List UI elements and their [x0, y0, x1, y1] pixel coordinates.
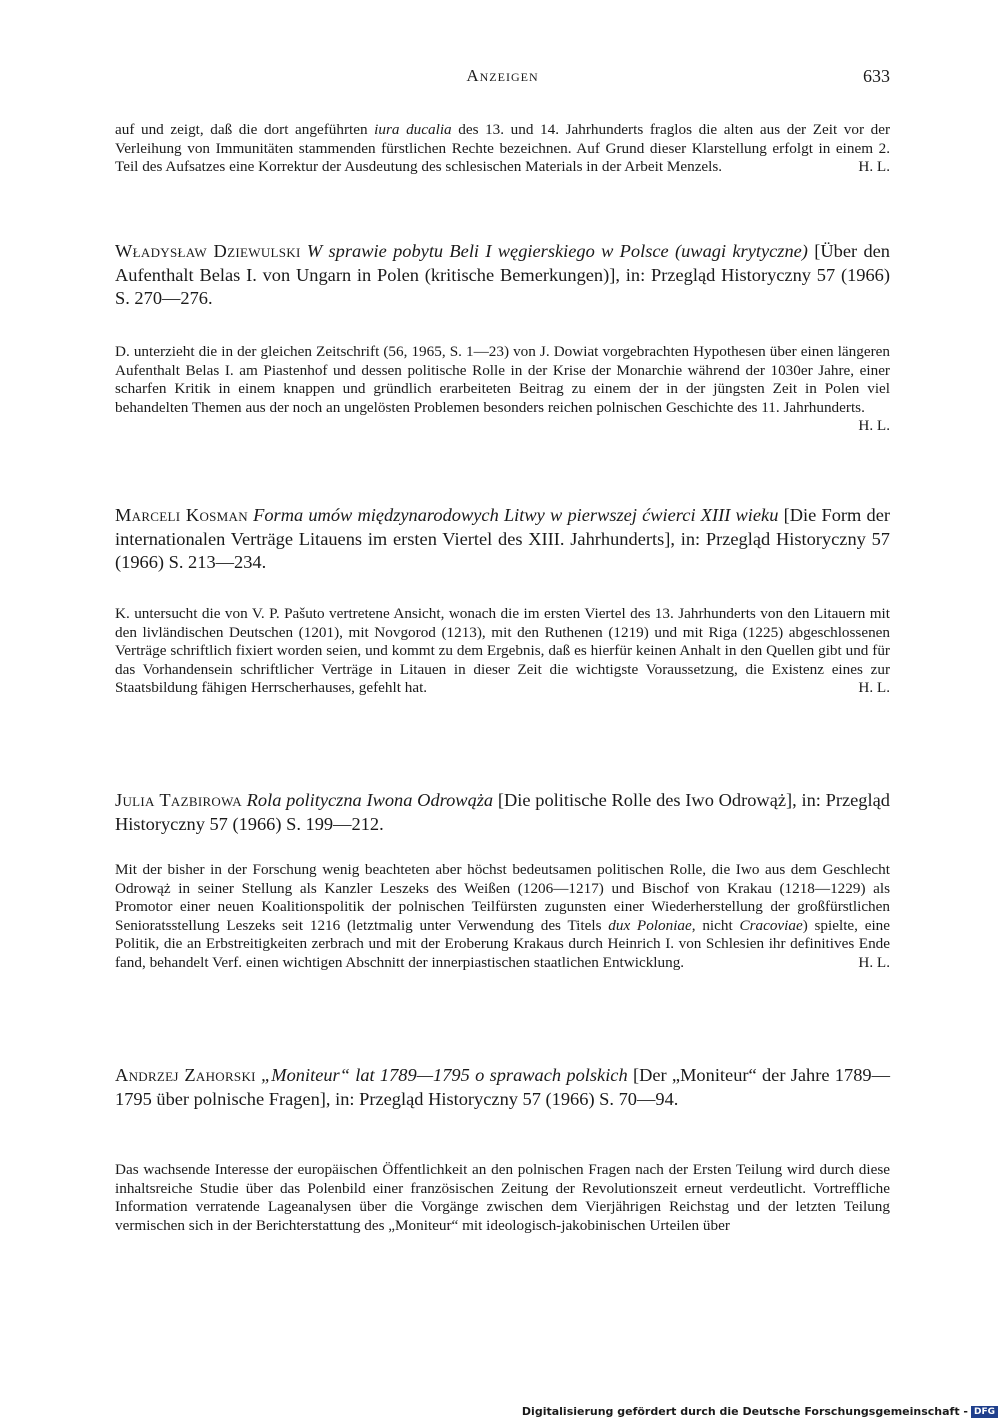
author-name: Władysław Dziewulski	[115, 241, 301, 261]
work-title: Forma umów międzynarodowych Litwy w pierwszej ćwierci XIII wieku	[253, 505, 779, 525]
work-title: W sprawie pobytu Beli I węgierskiego w Polsce (uwagi krytyczne)	[306, 241, 808, 261]
citation	[115, 789, 890, 836]
citation-details: [Der „Moniteur“ der Jahre 1789—1795 über polnische Fragen], in: Przegląd Historyczny 57 (1966) S. 70—94.	[115, 1065, 890, 1109]
review-text-part: des 13. und 14. Jahrhunderts fraglos die alten aus der Zeit vor der Verleihung von Immunitäten stammenden fürstlichen Rechte bezeichnen. Auf Grund dieser Klarstellung erfolgt in einem 2. Teil des Aufsatzes eine Korrektur der Ausdeutung des schlesischen Materials in der Arbeit Menzels.	[115, 121, 891, 176]
footer-text: Digitalisierung gefördert durch die Deutsche Forschungsgemeinschaft -	[521, 1405, 968, 1418]
review-italic-term: Cracoviae	[739, 916, 803, 934]
review-paragraph	[115, 861, 890, 973]
review-text-part: , nicht	[691, 916, 740, 934]
review-paragraph	[115, 1161, 890, 1235]
review-italic-term: iura ducalia	[374, 121, 452, 138]
review-italic-term: dux Poloniae	[608, 916, 692, 934]
reviewer-initials: H. L.	[858, 158, 890, 176]
work-title: „Moniteur“ lat 1789—1795 o sprawach polskich	[261, 1065, 628, 1085]
review-paragraph	[115, 605, 890, 698]
review-text: K. untersucht die von V. P. Pašuto vertretene Ansicht, wonach die im ersten Viertel des 13. Jahrhunderts von den Litauern mit den livländischen Deutschen (1201), mit Novgorod (1213), mit den Ruthenen (1219) und mit Riga (1225) abgeschlossenen Verträge schriftlich fixiert worden seien, und kommt zu dem Ergebnis, daß es hierfür keinen Anhalt in den Quellen gibt und für das Vorhandensein schriftlicher Verträge in Litauen in dieser Zeit die wichtigste Voraussetzung, die Existenz eines zur Staatsbildung fähigen Herrscherhauses, gefehlt hat.	[115, 605, 890, 697]
author-name: Andrzej Zahorski	[115, 1065, 256, 1085]
reviewer-initials: H. L.	[858, 417, 890, 435]
author-name: Julia Tazbirowa	[115, 790, 242, 810]
citation	[115, 1064, 890, 1111]
author-name: Marceli Kosman	[115, 505, 248, 525]
reviewer-initials: H. L.	[858, 953, 890, 971]
running-head	[115, 66, 890, 90]
review-text: D. unterzieht die in der gleichen Zeitschrift (56, 1965, S. 1—23) von J. Dowiat vorgebrachten Hypothesen über einen längeren Aufenthalt Belas I. am Piastenhof und dessen politische Rolle in der Krise der Monarchie während der 1030er Jahre, einer scharfen Kritik in einem knappen und gründlich erarbeiteten Beitrag zu einem der in der jüngsten Zeit in Polen viel behandelten Themen aus der noch an ungelösten Problemen besonders reichen polnischen Geschichte des 11. Jahrhunderts.	[115, 343, 890, 416]
review-paragraph	[115, 343, 890, 436]
review-continuation	[115, 121, 890, 177]
work-title: Rola polityczna Iwona Odrowąża	[246, 790, 494, 810]
page-number: 633	[863, 66, 890, 86]
citation-details: [Die Form der internationalen Verträge Litauens im ersten Viertel des XIII. Jahrhunderts], in: Przegląd Historyczny 57 (1966) S. 213—234.	[115, 505, 890, 572]
citation	[115, 240, 890, 311]
reviewer-initials: H. L.	[858, 679, 890, 697]
citation-details: [Über den Aufenthalt Belas I. von Ungarn in Polen (kritische Bemerkungen)], in: Przegląd Historyczny 57 (1966) S. 270—276.	[115, 241, 890, 308]
citation-details: [Die politische Rolle des Iwo Odrowąż], in: Przegląd Historyczny 57 (1966) S. 199—212.	[115, 790, 890, 834]
review-text-part: ) spielte, eine Politik, die an Erbstreitigkeiten zerbrach und mit der Eroberung Krakaus durch Heinrich I. von Schlesien ihr definitives Ende fand, behandelt Verf. einen wichtigen Abschnitt der innerpiastischen staatlichen Entwicklung.	[115, 916, 890, 971]
citation	[115, 504, 890, 575]
running-title: Anzeigen	[466, 66, 539, 85]
review-text-part: auf und zeigt, daß die dort angeführten	[115, 121, 375, 138]
review-text: Das wachsende Interesse der europäischen Öffentlichkeit an den polnischen Fragen nach der Ersten Teilung wird durch diese inhaltsreiche Studie über das Polenbild einer französischen Zeitung der Revolutionszeit erneut verdeutlicht. Vortreffliche Information verratende Lageanalysen über die Vorgänge zwischen dem Vierjährigen Reichstag und der letzten Teilung vermischen sich in der Berichterstattung des „Moniteur“ mit ideologisch-jakobinischen Urteilen über	[115, 1161, 890, 1234]
digitization-footer	[518, 1403, 1000, 1423]
review-text-part: Mit der bisher in der Forschung wenig beachteten aber höchst bedeutsamen politischen Rolle, die Iwo aus dem Geschlecht Odrowąż in seiner Stellung als Kanzler Leszeks des Weißen (1206—1217) und Bischof von Krakau (1218—1229) als Promotor einer neuen Koalitionspolitik der polnischen Teilfürsten zugunsten einer Wiederherstellung der großfürstlichen Senioratsstellung Leszeks seit 1216 (letztmalig unter Verwendung des Titels	[115, 861, 890, 934]
dfg-logo: DFG	[971, 1406, 998, 1418]
